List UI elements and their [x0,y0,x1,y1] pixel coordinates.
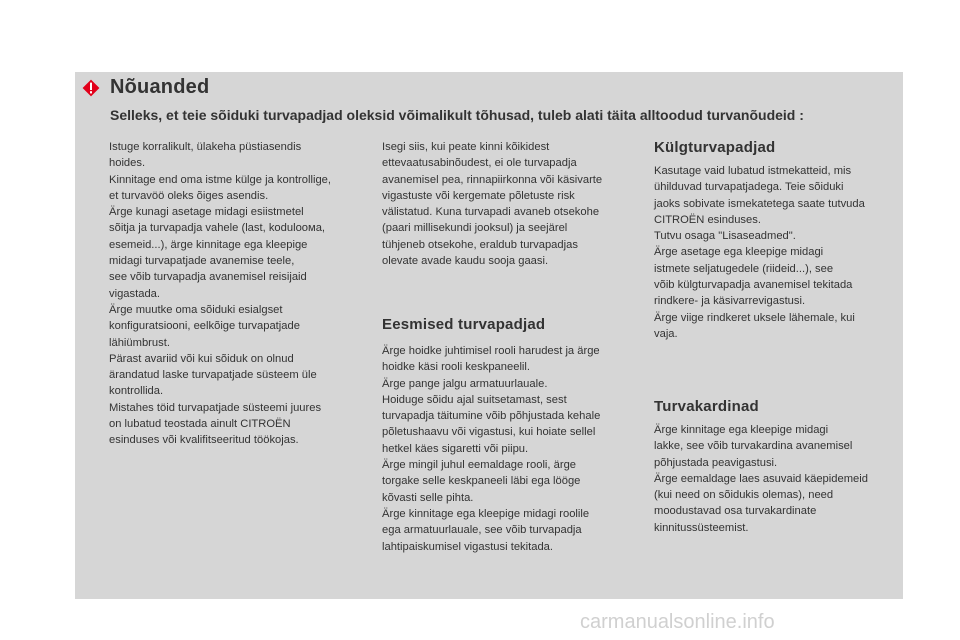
column-front-airbags [382,139,644,269]
watermark: carmanualsonline.info [580,611,775,633]
front-airbags-heading: Eesmised turvapadjad [382,316,546,333]
side-airbags-section [654,139,900,342]
front-airbags-text: Ärge hoidke juhtimisel rooli harudest ja ärge hoidke käsi rooli keskpaneelil. Ärge pange jalgu armatuurlauale. Hoiduge sõidu ajal suitsetamast, sest turvapadja täitumine võib põhjustada kehale põletushaavu või vigastusi, kui hoiate sellel hetkel käes sigaretti või piipu. Ärge mingil juhul eemaldage rooli, ärge torgake selle keskpaneeli läbi ega lööge kõvasti selle pihta. Ärge kinnitage ega kleepige midagi roolile ega armatuurlauale, see võib turvapadja lahtipaiskumisel vigastusi tekitada. [382,345,601,553]
general-advice-text: Istuge korralikult, ülakeha püstiasendis hoides. Kinnitage end oma istme külge ja kontrollige, et turvavöö oleks õiges asendis. Ärge kunagi asetage midagi esiistmetel sõitja ja turvapadja vahele (last, koduloома, esemeid...), ärge kinnitage ega kleepige midagi turvapatjade avanemise teele, see võib turvapadja avanemisel reisijaid vigastada. Ärge muutke oma sõiduki esialgset konfiguratsiooni, eelkõige turvapatjade lähiümbrust. Pärast avariid või kui sõiduk on olnud ärandatud laske turvapatjade süsteem üle kontrollida. Mistahes töid turvapatjade süsteemi juures on lubatud teostada ainult CITROËN esinduses või kvalifitseeritud töökojas. [109,141,332,447]
section-title: Nõuanded [110,76,210,98]
side-airbags-text: Kasutage vaid lubatud istmekatteid, mis ühilduvad turvapatjadega. Teie sõiduki jaoks sobivate ismekatetega saate tutvuda CITROËN esinduses. Tutvu osaga "Lisaseadmed". Ärge asetage ega kleepige midagi istmete seljatugedele (riideid...), see võib külgturvapadja avanemisel tekitada rindkere- ja käsivarrevigastusi. Ärge viige rindkeret uksele lähemale, kui vaja. [654,165,865,340]
warning-icon [82,79,100,97]
column-general [109,139,371,449]
side-airbags-heading: Külgturvapadjad [654,139,776,156]
intro-text: Isegi siis, kui peate kinni kõikidest ettevaatusabinõudest, ei ole turvapadja avanemisel pea, rinnapiirkonna või käsivarte vigastuste või kergemate põletuste risk välistatud. Kuna turvapadi avaneb otsekohe (paari millisekundi jooksul) ja seejärel tühjeneb otsekohe, eraldub turvapadjas olevate avade kaudu sooja gaasi. [382,141,603,268]
curtain-airbags-text: Ärge kinnitage ega kleepige midagi lakke, see võib turvakardina avanemisel põhjustada peavigastusi. Ärge eemaldage laes asuvaid käepidemeid (kui need on sõidukis olemas), need moodustavad osa turvakardinate kinnitussüsteemist. [654,424,868,534]
section-subtitle: Selleks, et teie sõiduki turvapadjad oleksid võimalikult tõhusad, tuleb alati täita alltoodud turvanõudeid : [110,107,804,123]
curtain-airbags-section [654,398,900,536]
front-airbags-section [382,316,644,555]
curtain-airbags-heading: Turvakardinad [654,398,759,415]
